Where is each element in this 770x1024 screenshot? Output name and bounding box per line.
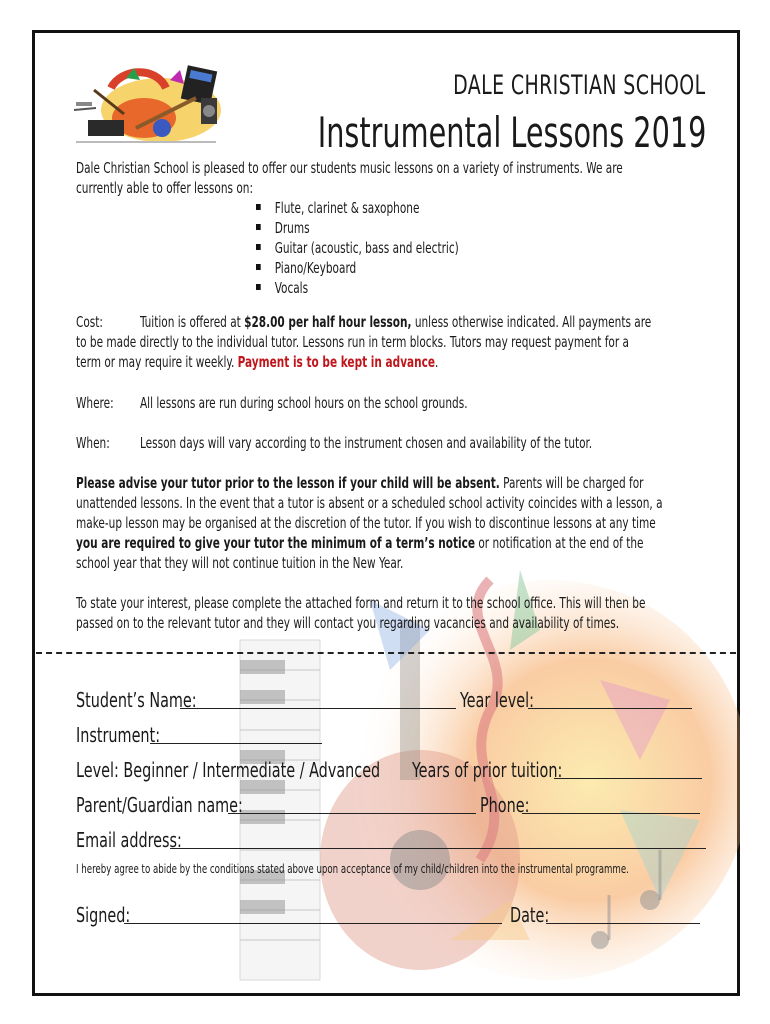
phone-label: Phone: — [480, 793, 530, 817]
absence-line-1: Please advise your tutor prior to the lesson if your child will be absent. Parents will be charged for — [76, 474, 644, 492]
instrument-list — [256, 198, 516, 298]
absence-line-4: you are required to give your tutor the minimum of a term’s notice or notification at the end of the — [76, 534, 644, 552]
parent-name-label: Parent/Guardian name: — [76, 793, 243, 817]
level-options[interactable]: Level: Beginner / Intermediate / Advanced — [76, 758, 381, 782]
intro-line-2: currently able to offer lessons on: — [76, 179, 254, 197]
parent-name-field[interactable] — [228, 813, 476, 814]
absence-line-3: make-up lesson may be organised at the discretion of the tutor. If you wish to discontinue lessons at any time — [76, 514, 656, 532]
cost-price: $28.00 per half hour lesson, — [244, 313, 412, 331]
signed-label: Signed: — [76, 903, 131, 927]
list-item: Flute, clarinet & saxophone — [256, 198, 459, 218]
bullet-icon — [256, 224, 261, 230]
interest-line-1: To state your interest, please complete the attached form and return it to the school office. This will then be — [76, 594, 646, 612]
when-line: When: Lesson days will vary according to the instrument chosen and availability of the tutor. — [76, 434, 593, 452]
phone-field[interactable] — [522, 813, 700, 814]
cut-line-divider — [36, 652, 736, 654]
instrument-label: Instrument: — [76, 723, 161, 747]
signature-field[interactable] — [124, 923, 502, 924]
cost-line-3: term or may require it weekly. Payment is to be kept in advance. — [76, 353, 439, 371]
years-prior-field[interactable] — [554, 778, 702, 779]
year-level-label: Year level: — [460, 688, 534, 712]
absence-line-5: school year that they will not continue tuition in the New Year. — [76, 554, 404, 572]
where-line: Where: All lessons are run during school hours on the school grounds. — [76, 394, 468, 412]
agreement-text: I hereby agree to abide by the conditions stated above upon acceptance of my child/children into the instrumental programme. — [76, 862, 629, 876]
student-name-field[interactable] — [180, 708, 456, 709]
payment-advance-note: Payment is to be kept in advance — [237, 353, 436, 371]
cost-line-2: to be made directly to the individual tutor. Lessons run in term blocks. Tutors may request payment for a — [76, 333, 629, 351]
cost-label: Cost: — [76, 313, 103, 331]
date-label: Date: — [510, 903, 550, 927]
student-name-label: Student’s Name: — [76, 688, 197, 712]
list-item: Vocals — [256, 278, 459, 298]
interest-line-2: passed on to the relevant tutor and they will contact you regarding vacancies and availability of times. — [76, 614, 620, 632]
bullet-icon — [256, 264, 261, 270]
years-prior-label: Years of prior tuition: — [412, 758, 563, 782]
cost-line-1: Cost: Tuition is offered at $28.00 per half hour lesson, unless otherwise indicated. All payments are — [76, 313, 652, 331]
email-label: Email address: — [76, 828, 182, 852]
list-item: Drums — [256, 218, 459, 238]
email-field[interactable] — [170, 848, 706, 849]
page-title: Instrumental Lessons 2019 — [317, 108, 706, 157]
when-label: When: — [76, 434, 110, 452]
school-name: DALE CHRISTIAN SCHOOL — [453, 70, 706, 101]
date-field[interactable] — [546, 923, 700, 924]
instrument-field[interactable] — [150, 743, 322, 744]
bullet-icon — [256, 244, 261, 250]
where-label: Where: — [76, 394, 114, 412]
list-item: Piano/Keyboard — [256, 258, 459, 278]
bullet-icon — [256, 284, 261, 290]
intro-line-1: Dale Christian School is pleased to offer our students music lessons on a variety of instruments. We are — [76, 159, 623, 177]
absence-line-2: unattended lessons. In the event that a tutor is absent or a scheduled school activity coincides with a lesson, a — [76, 494, 663, 512]
year-level-field[interactable] — [528, 708, 692, 709]
bullet-icon — [256, 204, 261, 210]
music-instruments-logo — [66, 58, 226, 154]
list-item: Guitar (acoustic, bass and electric) — [256, 238, 459, 258]
